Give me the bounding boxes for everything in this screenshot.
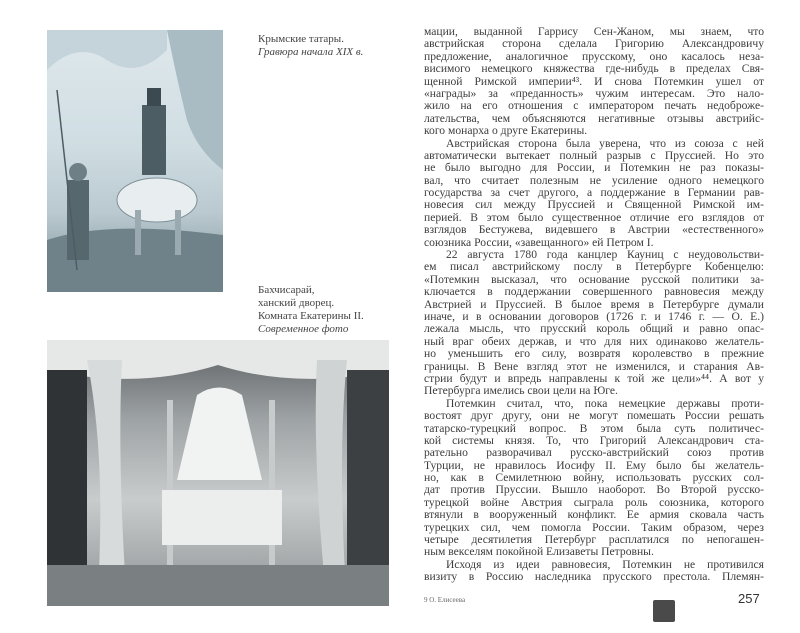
text-line: Потемкин считал, что, пока немецкие державы проти- — [446, 397, 764, 410]
text-line: Петербурга имелись свои цели на Юге. — [424, 385, 618, 398]
figure2-caption — [258, 284, 364, 336]
text-line: государства за счет другого, а поддержание в Германии рав- — [424, 187, 764, 200]
text-line: ным векселям покойной Елизаветы Петровны. — [424, 546, 654, 559]
photo-catherine-room — [47, 340, 389, 606]
publisher-logo[interactable] — [653, 600, 675, 622]
text-line: «награды» за «преданность» чужим интересам. Это нало- — [424, 87, 764, 100]
text-line: стрии будут и впредь направлены к той же цели»⁴⁴. А вот у — [424, 372, 764, 385]
figure2-caption-line2: ханский дворец. — [258, 297, 335, 309]
text-line: Исходя из идеи равновесия, Потемкин не противился — [446, 558, 764, 571]
text-line: взглядов Бестужева, видевшего в Австрии «естественного» — [424, 224, 764, 237]
engraving-illustration — [47, 30, 223, 292]
text-line: щенной Римской империи⁴³. И снова Потемкин ушел от — [424, 75, 764, 88]
signature-footer: 9 О. Елисеева — [424, 596, 466, 604]
text-line: вал, что считает полезным не усиление одного немецкого — [424, 174, 764, 187]
text-line: лательства, чем объясняются негативные отзывы австрийс- — [424, 112, 764, 125]
photo-illustration — [47, 340, 389, 606]
text-line: но, как в Семилетнюю войну, использовать русских сол- — [424, 472, 764, 485]
text-line: австрийская сторона сделала Григорию Александровичу — [424, 38, 764, 51]
text-line: ключается в поддержании совершенного равновесия между — [424, 286, 764, 299]
figure2-caption-subtitle-text: Современное фото — [258, 323, 349, 335]
text-line: ный враг обеих держав, и что для них одинаково желатель- — [424, 335, 764, 348]
text-line: кой системы князя. То, что Григорий Александрович ста- — [424, 434, 764, 447]
text-line: новесия сил между Пруссией и Священной Римской им- — [424, 199, 764, 212]
text-line: Австрией и Пруссией. В былое время в Петербурге думали — [424, 298, 764, 311]
text-line: иначе, и в основании договоров (1726 г. и 1746 г. — О. Е.) — [424, 310, 764, 323]
figure1-caption-subtitle-text: Гравюра начала XIX в. — [258, 46, 364, 58]
text-line: ем писал австрийскому послу в Петербурге Кобенцелю: — [424, 261, 764, 274]
text-line: но уменьшить его силу, возвратя королевство в прежние — [424, 348, 764, 361]
figure2-caption-line3: Комната Екатерины II. — [258, 310, 364, 322]
text-line: союзника России, «завещанного» ей Петром I. — [424, 236, 654, 249]
text-line: рательно разворачивал русско-австрийский союз против — [424, 447, 764, 460]
text-line: висимого немецкого княжества где-нибудь в пределах Свя- — [424, 63, 764, 76]
text-line: четыре десятилетия Петербург расплатился по непогашен- — [424, 534, 764, 547]
page-number: 257 — [738, 591, 760, 606]
text-line: турецких сил, чем помогла России. Таким образом, через — [424, 521, 764, 534]
text-line: границы. В Вене взгляд этот не изменился, и старания Ав- — [424, 360, 764, 373]
engraving-crimean-tatars — [47, 30, 223, 292]
text-line: «Потемкин высказал, что основание русской политики за- — [424, 273, 764, 286]
text-line: Турции, не нравилось Иосифу II. Ему было бы желатель- — [424, 459, 764, 472]
text-line: не было выгодно для России, и Потемкин не раз показы- — [424, 162, 764, 175]
text-line: кого монарха о друге Екатерины. — [424, 125, 588, 138]
text-line: визиту в Россию наследника прусского престола. Племян- — [424, 571, 764, 584]
text-line: востоят друг другу, они не могут помешать России решать — [424, 410, 764, 423]
text-line: втянули в вооруженный конфликт. Ее армия сковала часть — [424, 509, 764, 522]
text-line: дат против Пруссии. Вышло наоборот. Во Второй русско- — [424, 484, 764, 497]
text-line: 22 августа 1780 года канцлер Кауниц с неудовольстви- — [446, 249, 764, 262]
figure1-caption-subtitle — [258, 46, 363, 59]
text-line: жило на его отношения с императором печать недоброже- — [424, 100, 764, 113]
right-page-text-column — [424, 26, 764, 584]
text-line: перией. В этом было существенное отличие его взглядов от — [424, 211, 764, 224]
text-line: предложение, аналогичное прусскому, оно касалось неза- — [424, 50, 764, 63]
text-line: татарско-турецкий вопрос. В этом была суть политичес- — [424, 422, 764, 435]
text-line: лежала мысль, что прусский король общий и равно опас- — [424, 323, 764, 336]
text-line: мации, выданной Гаррису Сен-Жаном, мы знаем, что — [424, 26, 764, 38]
figure2-caption-subtitle — [258, 323, 364, 336]
figure2-caption-line1: Бахчисарай, — [258, 284, 315, 296]
text-line: автоматически вытекает полный разрыв с Пруссией. Но это — [424, 149, 764, 162]
text-line: Австрийская сторона была уверена, что из союза с ней — [446, 137, 764, 150]
text-line: турецкой войне Австрия сыграла роль союзника, которого — [424, 496, 764, 509]
figure1-caption-title: Крымские татары. — [258, 33, 344, 45]
figure1-caption — [258, 33, 363, 59]
